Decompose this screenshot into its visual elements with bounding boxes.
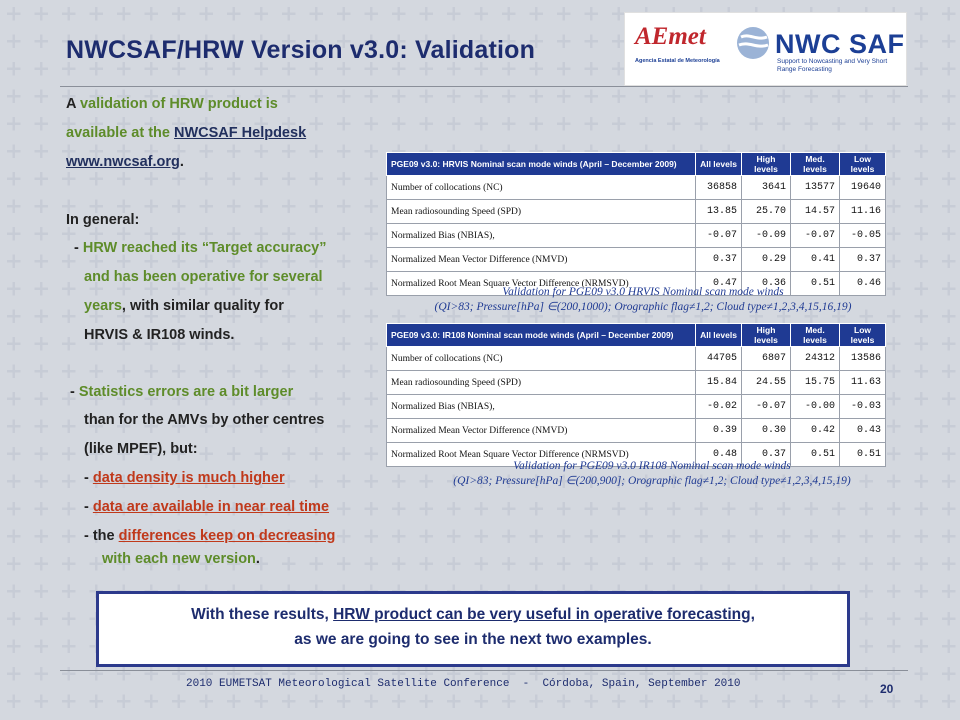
table-cell: 0.41 — [791, 248, 840, 272]
text-fragment: data are available in near real time — [92, 499, 330, 515]
row-label: Number of collocations (NC) — [387, 176, 696, 200]
table-cell: 36858 — [696, 176, 742, 200]
table-row — [387, 419, 886, 443]
table-header-cell: All levels — [696, 324, 742, 347]
table-row — [387, 176, 886, 200]
text-line — [84, 528, 335, 544]
text-fragment: HRW product can be very useful in operative forecasting — [333, 606, 751, 623]
table-row — [387, 224, 886, 248]
table-cell: -0.03 — [840, 395, 886, 419]
table-cell: 0.29 — [742, 248, 791, 272]
table-header-cell: Low levels — [840, 153, 886, 176]
table-cell: -0.07 — [742, 395, 791, 419]
text-line — [66, 96, 278, 112]
table-cell: -0.09 — [742, 224, 791, 248]
table-cell: 15.75 — [791, 371, 840, 395]
text-line — [102, 551, 260, 567]
table-header-cell: Low levels — [840, 324, 886, 347]
table-cell: 13586 — [840, 347, 886, 371]
text-fragment: differences keep on decreasing — [118, 528, 336, 544]
footer-text: 2010 EUMETSAT Meteorological Satellite Conference - Córdoba, Spain, September 2010 — [186, 678, 741, 690]
table-cell: 11.63 — [840, 371, 886, 395]
footer-divider — [60, 670, 908, 671]
text-fragment: available at the — [66, 125, 174, 141]
text-fragment: validation of HRW product is — [75, 96, 278, 112]
row-label: Normalized Root Mean Square Vector Difference (NRMSVD) — [387, 272, 696, 296]
table-cell: 13577 — [791, 176, 840, 200]
table-caption — [383, 285, 903, 315]
title-divider — [60, 86, 908, 87]
text-fragment: . — [255, 551, 260, 567]
table-cell: 11.16 — [840, 200, 886, 224]
conclusion-box — [96, 591, 850, 667]
table-cell: 0.37 — [696, 248, 742, 272]
row-label: Normalized Bias (NBIAS), — [387, 224, 696, 248]
logo-banner — [624, 12, 907, 86]
table-row — [387, 248, 886, 272]
table-cell: 0.43 — [840, 419, 886, 443]
table-cell: 0.47 — [696, 272, 742, 296]
table-header-cell: High levels — [742, 153, 791, 176]
general-heading: In general: — [66, 212, 140, 228]
table-cell: 0.37 — [742, 443, 791, 467]
table-cell: 0.36 — [742, 272, 791, 296]
text-line — [84, 470, 285, 486]
table-cell: 0.51 — [840, 443, 886, 467]
text-line: HRVIS & IR108 winds. — [84, 327, 235, 343]
table-header-cell: Med. levels — [791, 324, 840, 347]
table-cell: 14.57 — [791, 200, 840, 224]
table-cell: 0.42 — [791, 419, 840, 443]
table-header-row — [387, 153, 886, 176]
table-header-cell: High levels — [742, 324, 791, 347]
row-label: Normalized Mean Vector Difference (NMVD) — [387, 419, 696, 443]
hrvis-validation-table — [386, 152, 886, 296]
bullet-dash: - — [74, 240, 83, 256]
bullet-dash: - the — [84, 528, 119, 544]
caption-line: (QI>83; Pressure[hPa] ∈(200,900]; Orographic flag≠1,2; Cloud type≠1,2,3,4,15,19) — [453, 475, 851, 487]
text-line — [84, 298, 284, 314]
table-header-row — [387, 324, 886, 347]
table-cell: 3641 — [742, 176, 791, 200]
table-cell: 0.30 — [742, 419, 791, 443]
row-label: Number of collocations (NC) — [387, 347, 696, 371]
table-cell: 0.46 — [840, 272, 886, 296]
table-cell: 0.37 — [840, 248, 886, 272]
website-link[interactable]: www.nwcsaf.org — [66, 154, 180, 170]
bullet-dash: - — [70, 384, 79, 400]
table-cell: -0.02 — [696, 395, 742, 419]
table-cell: -0.05 — [840, 224, 886, 248]
table-cell: 24312 — [791, 347, 840, 371]
nwcsaf-logo-text: NWC SAF — [775, 29, 905, 59]
table-cell: 25.70 — [742, 200, 791, 224]
text-fragment: , with similar quality for — [121, 298, 284, 314]
table-header-cell: All levels — [696, 153, 742, 176]
table-cell: 15.84 — [696, 371, 742, 395]
table-cell: 44705 — [696, 347, 742, 371]
aemet-subtitle: Agencia Estatal de Meteorología — [635, 58, 720, 64]
aemet-logo-text: AEmet — [635, 23, 706, 50]
table-cell: 0.48 — [696, 443, 742, 467]
text-line — [74, 240, 327, 256]
text-fragment: HRW reached its “Target accuracy” — [82, 240, 327, 256]
table-cell: -0.00 — [791, 395, 840, 419]
table-cell: 0.51 — [791, 272, 840, 296]
conclusion-line — [99, 602, 847, 627]
table-caption — [392, 459, 912, 489]
table-row — [387, 395, 886, 419]
page-title: NWCSAF/HRW Version v3.0: Validation — [66, 36, 536, 64]
text-fragment: Statistics errors are a bit larger — [78, 384, 294, 400]
table-row — [387, 347, 886, 371]
text-line: and has been operative for several — [84, 269, 323, 285]
table-cell: 0.51 — [791, 443, 840, 467]
text-fragment: A — [66, 96, 76, 112]
page-number: 20 — [880, 682, 894, 696]
table-cell: 13.85 — [696, 200, 742, 224]
row-label: Mean radiosounding Speed (SPD) — [387, 371, 696, 395]
text-line — [66, 125, 306, 141]
globe-icon — [735, 25, 771, 61]
table-cell: 19640 — [840, 176, 886, 200]
row-label: Mean radiosounding Speed (SPD) — [387, 200, 696, 224]
table-row — [387, 371, 886, 395]
row-label: Normalized Bias (NBIAS), — [387, 395, 696, 419]
ir108-validation-table — [386, 323, 886, 467]
text-line: than for the AMVs by other centres — [84, 412, 325, 428]
text-fragment: . — [179, 154, 184, 170]
table-header-cell: PGE09 v3.0: HRVIS Nominal scan mode winds (April – December 2009) — [387, 153, 696, 176]
validation-table — [386, 323, 886, 467]
nwcsaf-subtitle: Support to Nowcasting and Very Short Range Forecasting — [777, 58, 888, 73]
caption-line: Validation for PGE09 v3.0 IR108 Nominal scan mode winds — [513, 460, 791, 472]
table-cell: -0.07 — [696, 224, 742, 248]
text-fragment: with each new version — [102, 551, 256, 567]
table-cell: 0.39 — [696, 419, 742, 443]
table-cell: -0.07 — [791, 224, 840, 248]
table-header-cell: Med. levels — [791, 153, 840, 176]
bullet-dash: - — [84, 470, 93, 486]
table-row — [387, 200, 886, 224]
row-label: Normalized Root Mean Square Vector Difference (NRMSVD) — [387, 443, 696, 467]
text-line — [66, 154, 184, 170]
aemet-logo — [635, 23, 706, 51]
conclusion-line: as we are going to see in the next two examples. — [294, 631, 652, 648]
text-line — [84, 499, 329, 515]
caption-line: Validation for PGE09 v3.0 HRVIS Nominal scan mode winds — [502, 286, 784, 298]
row-label: Normalized Mean Vector Difference (NMVD) — [387, 248, 696, 272]
text-line — [70, 384, 293, 400]
text-line: (like MPEF), but: — [84, 441, 198, 457]
helpdesk-link[interactable]: NWCSAF Helpdesk — [174, 125, 307, 141]
text-fragment: , — [750, 606, 755, 623]
table-cell: 6807 — [742, 347, 791, 371]
table-header-cell: PGE09 v3.0: IR108 Nominal scan mode winds (April – December 2009) — [387, 324, 696, 347]
text-fragment: years — [84, 298, 122, 314]
bullet-dash: - — [84, 499, 93, 515]
text-fragment: With these results, — [191, 606, 334, 623]
caption-line: (QI>83; Pressure[hPa] ∈(200,1000); Orographic flag≠1,2; Cloud type≠1,2,3,4,15,16,19) — [434, 301, 852, 313]
text-fragment: data density is much higher — [92, 470, 285, 486]
validation-table — [386, 152, 886, 296]
table-cell: 24.55 — [742, 371, 791, 395]
